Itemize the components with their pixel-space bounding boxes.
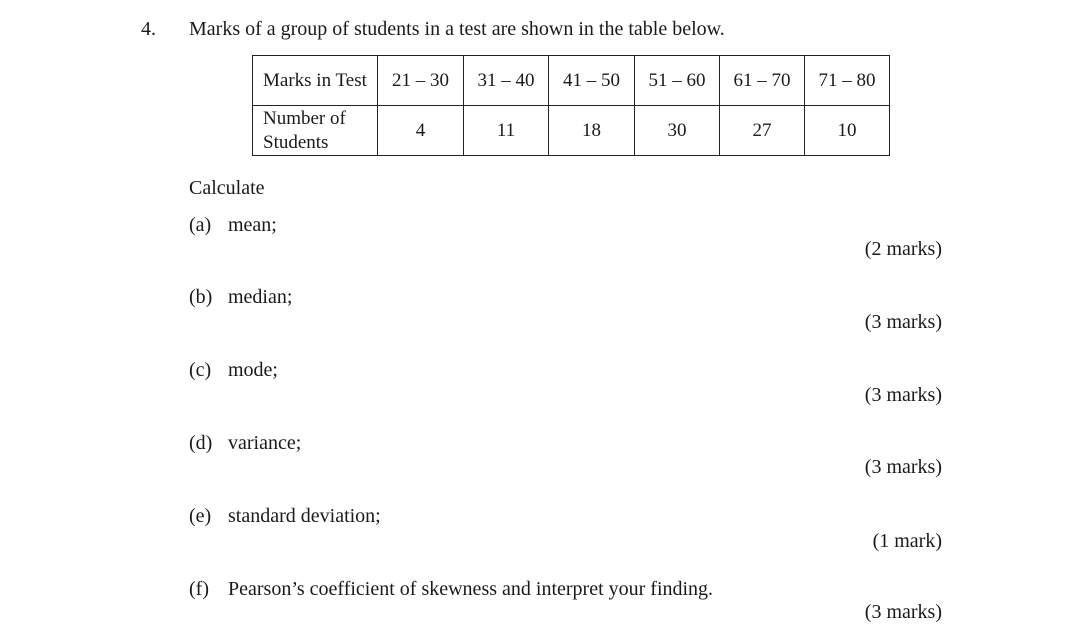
part-label: (a) — [189, 214, 212, 236]
part-f — [189, 578, 713, 601]
student-count-cell: 30 — [635, 106, 720, 156]
part-label: (e) — [189, 505, 212, 527]
part-text: median; — [228, 286, 293, 308]
part-b — [189, 286, 292, 309]
student-count-cell: 10 — [805, 106, 890, 156]
part-a — [189, 214, 277, 237]
part-a-marks: (2 marks) — [864, 238, 942, 260]
part-text: mode; — [228, 359, 278, 381]
marks-row-label: Marks in Test — [253, 56, 378, 106]
part-e-marks: (1 mark) — [872, 530, 942, 552]
part-label: (c) — [189, 359, 212, 381]
part-label: (b) — [189, 286, 213, 308]
class-interval-cell: 41 – 50 — [549, 56, 635, 106]
students-row-label: Number of Students — [253, 106, 378, 156]
part-c — [189, 359, 278, 382]
part-d-marks: (3 marks) — [864, 456, 942, 478]
student-count-cell: 27 — [720, 106, 805, 156]
part-text: standard deviation; — [228, 505, 381, 527]
part-text: variance; — [228, 432, 302, 454]
marks-table — [252, 55, 890, 156]
part-e — [189, 505, 381, 528]
class-interval-cell: 51 – 60 — [635, 56, 720, 106]
student-count-cell: 11 — [464, 106, 549, 156]
student-count-cell: 4 — [378, 106, 464, 156]
part-f-marks: (3 marks) — [864, 601, 942, 623]
class-interval-cell: 21 – 30 — [378, 56, 464, 106]
question-number: 4. — [141, 18, 156, 40]
class-interval-cell: 61 – 70 — [720, 56, 805, 106]
class-interval-cell: 31 – 40 — [464, 56, 549, 106]
instruction-text: Calculate — [189, 177, 265, 199]
marks-row — [253, 56, 890, 106]
student-count-cell: 18 — [549, 106, 635, 156]
part-c-marks: (3 marks) — [864, 384, 942, 406]
part-d — [189, 432, 301, 455]
part-text: Pearson’s coefficient of skewness and interpret your finding. — [228, 578, 714, 600]
part-b-marks: (3 marks) — [864, 311, 942, 333]
part-text: mean; — [228, 214, 277, 236]
part-label: (f) — [189, 578, 209, 600]
question-stem: Marks of a group of students in a test are shown in the table below. — [189, 18, 725, 40]
students-row — [253, 106, 890, 156]
part-label: (d) — [189, 432, 213, 454]
class-interval-cell: 71 – 80 — [805, 56, 890, 106]
